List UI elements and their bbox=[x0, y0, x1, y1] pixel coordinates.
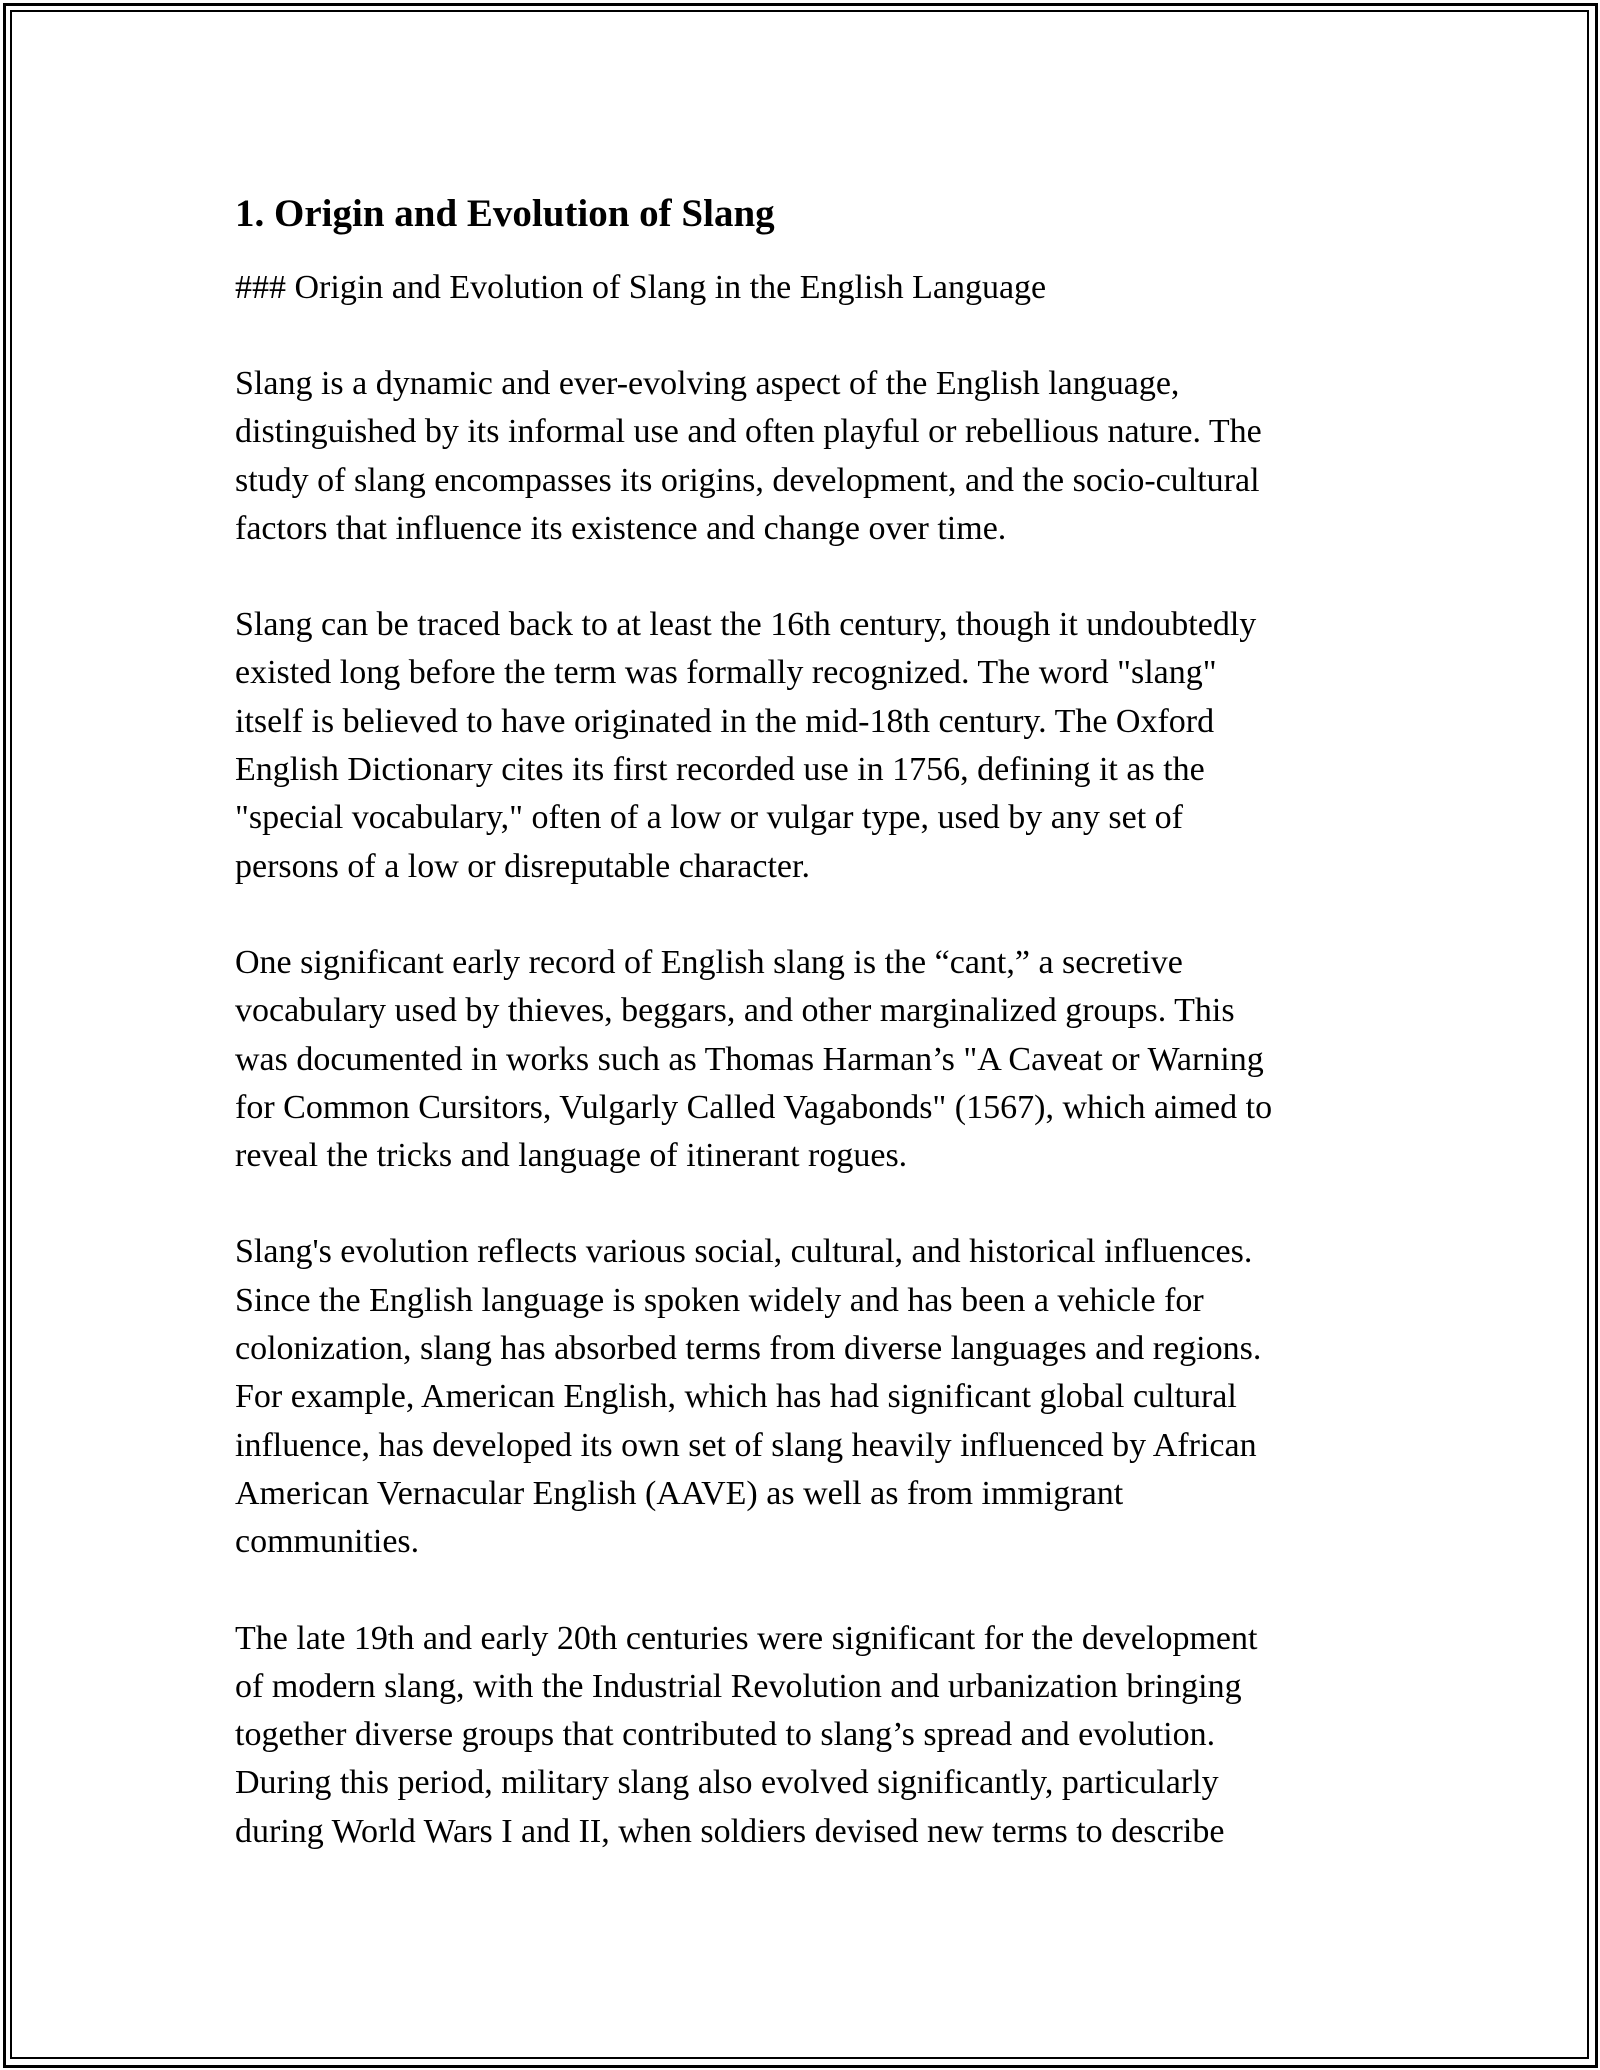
paragraph-line: communities. bbox=[235, 1523, 420, 1561]
section-subheading: ### Origin and Evolution of Slang in the English Language bbox=[235, 269, 1047, 306]
paragraph-line: vocabulary used by thieves, beggars, and other marginalized groups. This bbox=[235, 992, 1235, 1030]
paragraph-line: Slang can be traced back to at least the 16th century, though it undoubtedly bbox=[235, 606, 1257, 644]
paragraph-line: Since the English language is spoken widely and has been a vehicle for bbox=[235, 1281, 1204, 1319]
paragraph-line: American Vernacular English (AAVE) as well as from immigrant bbox=[235, 1474, 1124, 1512]
paragraph-line: factors that influence its existence and change over time. bbox=[235, 509, 1007, 547]
paragraph-line: Slang's evolution reflects various social, cultural, and historical influences. bbox=[235, 1233, 1253, 1271]
paragraph-line: For example, American English, which has had significant global cultural bbox=[235, 1378, 1237, 1416]
body-paragraph bbox=[235, 1615, 1385, 1856]
paragraph-line: together diverse groups that contributed to slang’s spread and evolution. bbox=[235, 1716, 1216, 1754]
paragraph-line: During this period, military slang also evolved significantly, particularly bbox=[235, 1764, 1219, 1802]
body-paragraph bbox=[235, 1228, 1385, 1566]
paragraph-line: itself is believed to have originated in the mid-18th century. The Oxford bbox=[235, 702, 1215, 740]
paragraph-line: for Common Cursitors, Vulgarly Called Vagabonds" (1567), which aimed to bbox=[235, 1088, 1273, 1126]
body-paragraph bbox=[235, 939, 1385, 1180]
paragraph-line: during World Wars I and II, when soldiers devised new terms to describe bbox=[235, 1812, 1225, 1850]
body-paragraph bbox=[235, 360, 1385, 553]
paragraph-line: English Dictionary cites its first recorded use in 1756, defining it as the bbox=[235, 751, 1205, 789]
document-body bbox=[235, 186, 1385, 1856]
paragraph-line: persons of a low or disreputable character. bbox=[235, 847, 810, 885]
paragraph-line: Slang is a dynamic and ever-evolving aspect of the English language, bbox=[235, 365, 1180, 402]
section-heading: 1. Origin and Evolution of Slang bbox=[235, 192, 775, 235]
paragraph-line: One significant early record of English slang is the “cant,” a secretive bbox=[235, 943, 1183, 981]
paragraph-line: The late 19th and early 20th centuries were significant for the development bbox=[235, 1619, 1258, 1657]
paragraph-line: colonization, slang has absorbed terms from diverse languages and regions. bbox=[235, 1330, 1262, 1368]
paragraph-list bbox=[235, 360, 1385, 1856]
paragraph-line: reveal the tricks and language of itinerant rogues. bbox=[235, 1137, 908, 1175]
paragraph-line: distinguished by its informal use and often playful or rebellious nature. The bbox=[235, 413, 1262, 451]
paragraph-line: of modern slang, with the Industrial Revolution and urbanization bringing bbox=[235, 1667, 1242, 1705]
paragraph-line: study of slang encompasses its origins, development, and the socio-cultural bbox=[235, 461, 1260, 499]
paragraph-line: was documented in works such as Thomas Harman’s "A Caveat or Warning bbox=[235, 1040, 1264, 1078]
paragraph-line: existed long before the term was formally recognized. The word "slang" bbox=[235, 654, 1217, 692]
paragraph-line: "special vocabulary," often of a low or vulgar type, used by any set of bbox=[235, 799, 1183, 837]
body-paragraph bbox=[235, 601, 1385, 891]
paragraph-line: influence, has developed its own set of slang heavily influenced by African bbox=[235, 1426, 1257, 1464]
